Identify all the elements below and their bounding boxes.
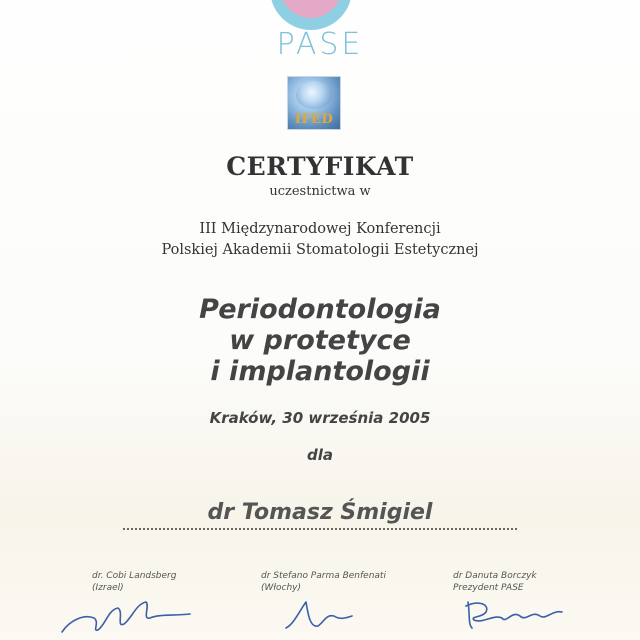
signatory-3-detail: Prezydent PASE xyxy=(453,583,524,593)
signatory-2-detail: (Włochy) xyxy=(261,583,301,593)
signature-2 xyxy=(286,602,352,628)
signatory-1-name: dr. Cobi Landsberg xyxy=(92,571,177,581)
signatory-3-name: dr Danuta Borczyk xyxy=(453,571,537,581)
conference-line-1: III Międzynarodowej Konferencji xyxy=(199,221,441,237)
signatory-1-detail: (Izrael) xyxy=(92,583,124,593)
for-label: dla xyxy=(306,446,333,464)
topic-line-3: i implantologii xyxy=(210,356,430,387)
recipient-dotted-line xyxy=(123,528,517,530)
pase-logo-text: PASE xyxy=(276,27,364,62)
certificate-subtitle: uczestnictwa w xyxy=(269,184,371,199)
signature-3 xyxy=(466,602,562,628)
globe-icon xyxy=(296,81,332,109)
ifed-logo xyxy=(287,76,341,130)
signature-1 xyxy=(62,602,190,632)
topic-line-1: Periodontologia xyxy=(199,294,441,325)
place-date: Kraków, 30 września 2005 xyxy=(209,409,431,427)
ifed-logo-text: IFED xyxy=(294,112,334,127)
topic-line-2: w protetyce xyxy=(229,325,411,356)
signatures-drawing xyxy=(0,580,640,640)
recipient-name: dr Tomasz Śmigiel xyxy=(207,500,433,525)
pase-logo-arc xyxy=(270,0,352,30)
conference-line-2: Polskiej Akademii Stomatologii Estetycznej xyxy=(161,242,479,258)
signatory-2-name: dr Stefano Parma Benfenati xyxy=(261,571,386,581)
certificate-title: CERTYFIKAT xyxy=(226,152,414,181)
